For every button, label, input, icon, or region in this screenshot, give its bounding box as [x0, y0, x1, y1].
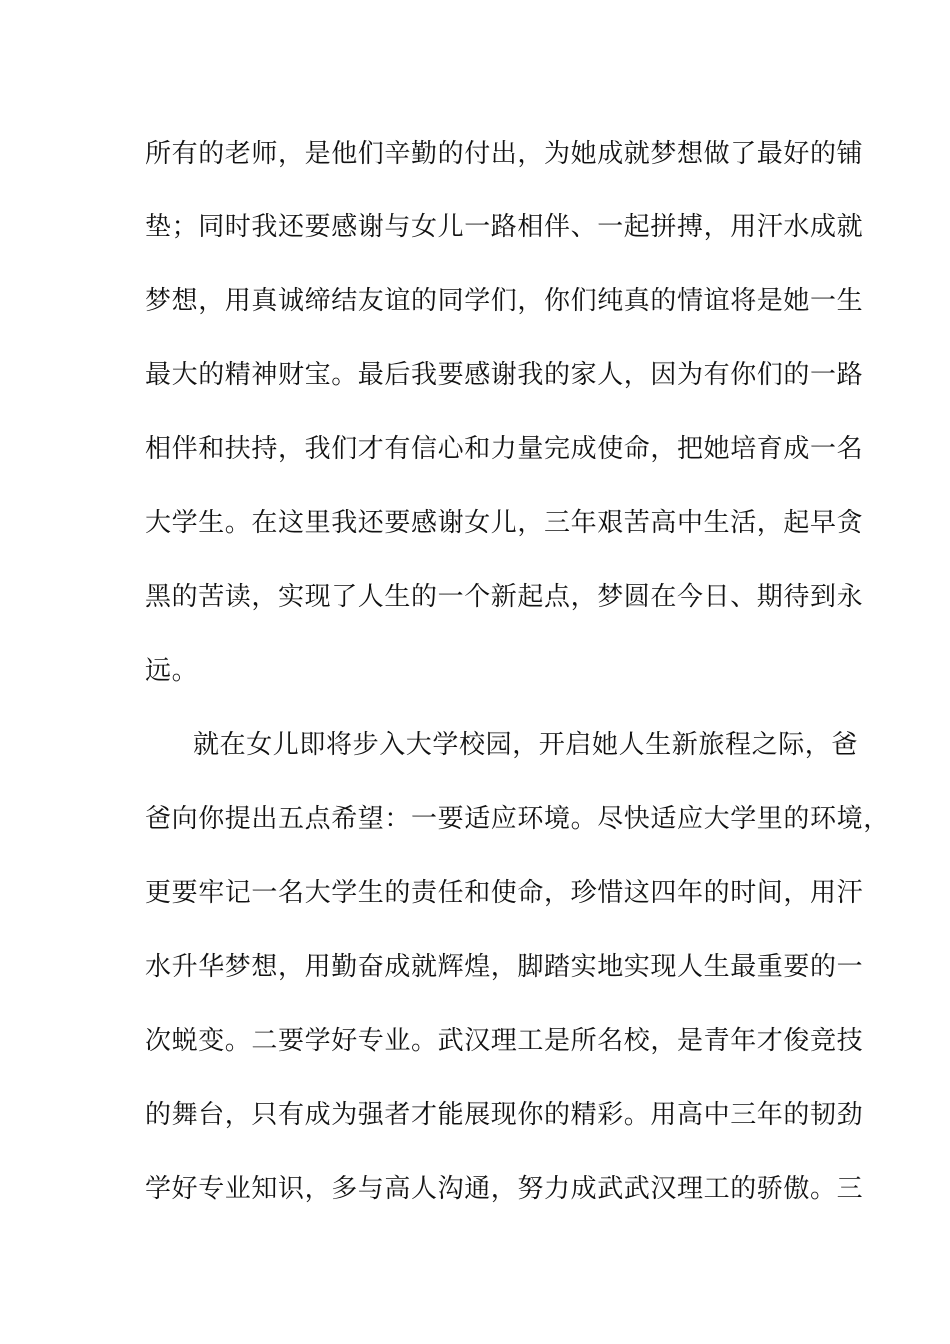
text-line: 远。 [145, 656, 199, 686]
text-line: 次蜕变。二要学好专业。武汉理工是所名校，是青年才俊竞技 [145, 1026, 864, 1056]
text-line: 相伴和扶持，我们才有信心和力量完成使命，把她培育成一名 [145, 434, 864, 464]
text-line: 大学生。在这里我还要感谢女儿，三年艰苦高中生活，起早贪 [145, 508, 864, 538]
text-line: 最大的精神财宝。最后我要感谢我的家人，因为有你们的一路 [145, 360, 864, 390]
text-line: 学好专业知识，多与高人沟通，努力成武武汉理工的骄傲。三 [145, 1174, 864, 1204]
text-line: 所有的老师，是他们辛勤的付出，为她成就梦想做了最好的铺 [145, 139, 864, 169]
text-line: 垫；同时我还要感谢与女儿一路相伴、一起拼搏，用汗水成就 [145, 212, 864, 242]
text-line: 梦想，用真诚缔结友谊的同学们，你们纯真的情谊将是她一生 [145, 286, 864, 316]
paragraph-first-line: 就在女儿即将步入大学校园，开启她人生新旅程之际，爸 [193, 730, 859, 760]
text-line: 更要牢记一名大学生的责任和使命，珍惜这四年的时间，用汗 [145, 878, 864, 908]
text-line: 水升华梦想，用勤奋成就辉煌，脚踏实地实现人生最重要的一 [145, 952, 864, 982]
text-line: 爸向你提出五点希望：一要适应环境。尽快适应大学里的环境， [145, 804, 890, 834]
text-line: 的舞台，只有成为强者才能展现你的精彩。用高中三年的韧劲 [145, 1100, 864, 1130]
text-line: 黑的苦读，实现了人生的一个新起点，梦圆在今日、期待到永 [145, 582, 864, 612]
